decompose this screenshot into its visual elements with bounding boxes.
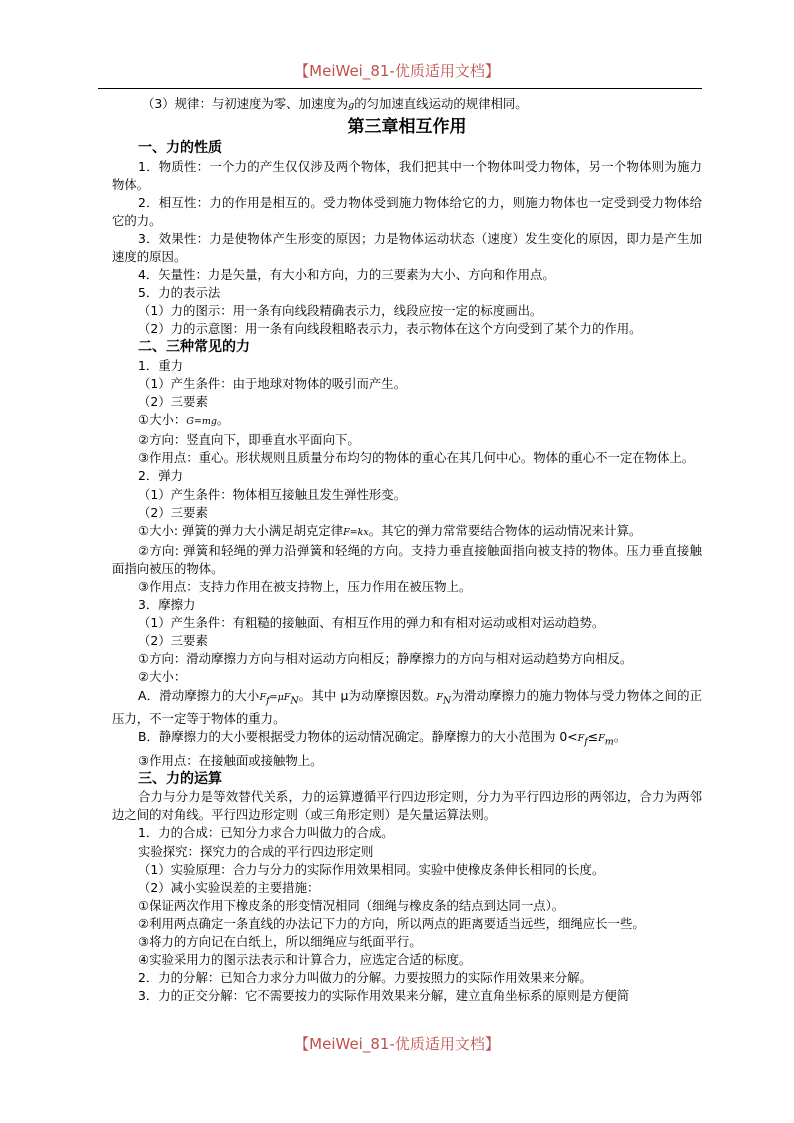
section-heading: 一、力的性质	[138, 140, 222, 157]
formula-line: ①大小: 弹簧的弹力大小满足胡克定律F=kx。其它的弹力常常要结合物体的运动情况来计算。	[138, 522, 642, 538]
paragraph: （1）实验原理：合力与分力的实际作用效果相同。实验中使橡皮条伸长相同的长度。	[138, 861, 605, 877]
paragraph: 2．力的分解：已知合力求分力叫做力的分解。力要按照力的实际作用效果来分解。	[138, 970, 592, 986]
paragraph: （1）力的图示：用一条有向线段精确表示力，线段应按一定的标度画出。	[138, 303, 543, 319]
paragraph: ④实验采用力的图示法表示和计算合力，应选定合适的标度。	[138, 952, 472, 968]
paragraph: （2）三要素	[138, 504, 208, 520]
paragraph: ②利用两点确定一条直线的办法记下力的方向，所以两点的距离要适当远些，细绳应长一些。	[138, 915, 645, 931]
paragraph: （2）三要素	[138, 633, 208, 649]
paragraph: （1）产生条件：有粗糙的接触面、有相互作用的弹力和有相对运动或相对运动趋势。	[138, 615, 605, 631]
paragraph: ②大小：	[138, 669, 187, 685]
paragraph: 2．相互性：力的作用是相互的。受力物体受到施力物体给它的力，则施力物体也一定受到受力物体给它的力。	[112, 194, 702, 228]
paragraph: 5．力的表示法	[138, 285, 221, 301]
document-body	[112, 95, 702, 1005]
paragraph: ③作用点：在接触面或接触物上。	[138, 752, 323, 768]
paragraph: （2）三要素	[138, 394, 208, 410]
paragraph: ③作用点：重心。形状规则且质量分布均匀的物体的重心在其几何中心。物体的重心不一定在物体上。	[138, 450, 695, 466]
paragraph: 1．物质性：一个力的产生仅仅涉及两个物体，我们把其中一个物体叫受力物体，另一个物体则为施力物体。	[112, 158, 702, 192]
paragraph: 3．力的正交分解：它不需要按力的实际作用效果来分解，建立直角坐标系的原则是方便简	[138, 988, 630, 1004]
formula-line: ①大小：G=mg。	[138, 412, 230, 428]
page-header: 【MeiWei_81-优质适用文档】	[294, 62, 500, 80]
paragraph: 4．矢量性：力是矢量，有大小和方向，力的三要素为大小、方向和作用点。	[138, 267, 555, 283]
paragraph: 1．力的合成：已知分力求合力叫做力的合成。	[138, 825, 394, 841]
page-footer: 【MeiWei_81-优质适用文档】	[294, 1035, 500, 1053]
paragraph: （2）力的示意图：用一条有向线段粗略表示力，表示物体在这个方向受到了某个力的作用。	[138, 321, 642, 337]
chapter-title: 第三章相互作用	[347, 117, 467, 138]
paragraph: （1）产生条件：物体相互接触且发生弹性形变。	[138, 486, 407, 502]
formula-line: A．滑动摩擦力的大小$F_f=\mu F_N$。其中 μ为动摩擦因数。$F_N$为滑动摩擦力的施力物体与受力物体之间的正压力，不一定等于物体的重力。	[112, 687, 702, 727]
paragraph: ③作用点：支持力作用在被支持物上，压力作用在被压物上。	[138, 578, 472, 594]
paragraph: 3．摩擦力	[138, 597, 196, 613]
paragraph: ②方向: 弹簧和轻绳的弹力沿弹簧和轻绳的方向。支持力垂直接触面指向被支持的物体。压力垂直接触面指向被压的物体。	[112, 542, 702, 576]
paragraph: ②方向：竖直向下，即垂直水平面向下。	[138, 432, 360, 448]
paragraph: ①保证两次作用下橡皮条的形变情况相同（细绳与橡皮条的结点到达同一点）。	[138, 897, 565, 913]
paragraph: （2）减小实验误差的主要措施：	[138, 879, 320, 895]
section-heading: 二、三种常见的力	[138, 339, 250, 356]
paragraph: ③将力的方向记在白纸上，所以细绳应与纸面平行。	[138, 934, 422, 949]
paragraph: ①方向：滑动摩擦力方向与相对运动方向相反；静摩擦力的方向与相对运动趋势方向相反。	[138, 651, 633, 667]
paragraph: 1．重力	[138, 357, 184, 373]
header-divider	[98, 88, 702, 89]
paragraph: 2．弹力	[138, 468, 184, 484]
paragraph: 实验探究：探究力的合成的平行四边形定则	[138, 843, 374, 859]
formula-line: B．静摩擦力的大小要根据受力物体的运动情况确定。静摩擦力的大小范围为 $0<F_f\le F_m$。	[138, 729, 627, 748]
paragraph: （1）产生条件：由于地球对物体的吸引而产生。	[138, 375, 407, 391]
paragraph: 合力与分力是等效替代关系，力的运算遵循平行四边形定则，分力为平行四边形的两邻边，合力为两邻边之间的对角线。平行四边形定则（或三角形定则）是矢量运算法则。	[112, 789, 702, 823]
intro-line: （3）规律：与初速度为零、加速度为g的匀加速直线运动的规律相同。	[142, 96, 528, 111]
paragraph: 3．效果性：力是使物体产生形变的原因；力是物体运动状态（速度）发生变化的原因，即力是产生加速度的原因。	[112, 230, 702, 264]
section-heading: 三、力的运算	[138, 770, 222, 787]
